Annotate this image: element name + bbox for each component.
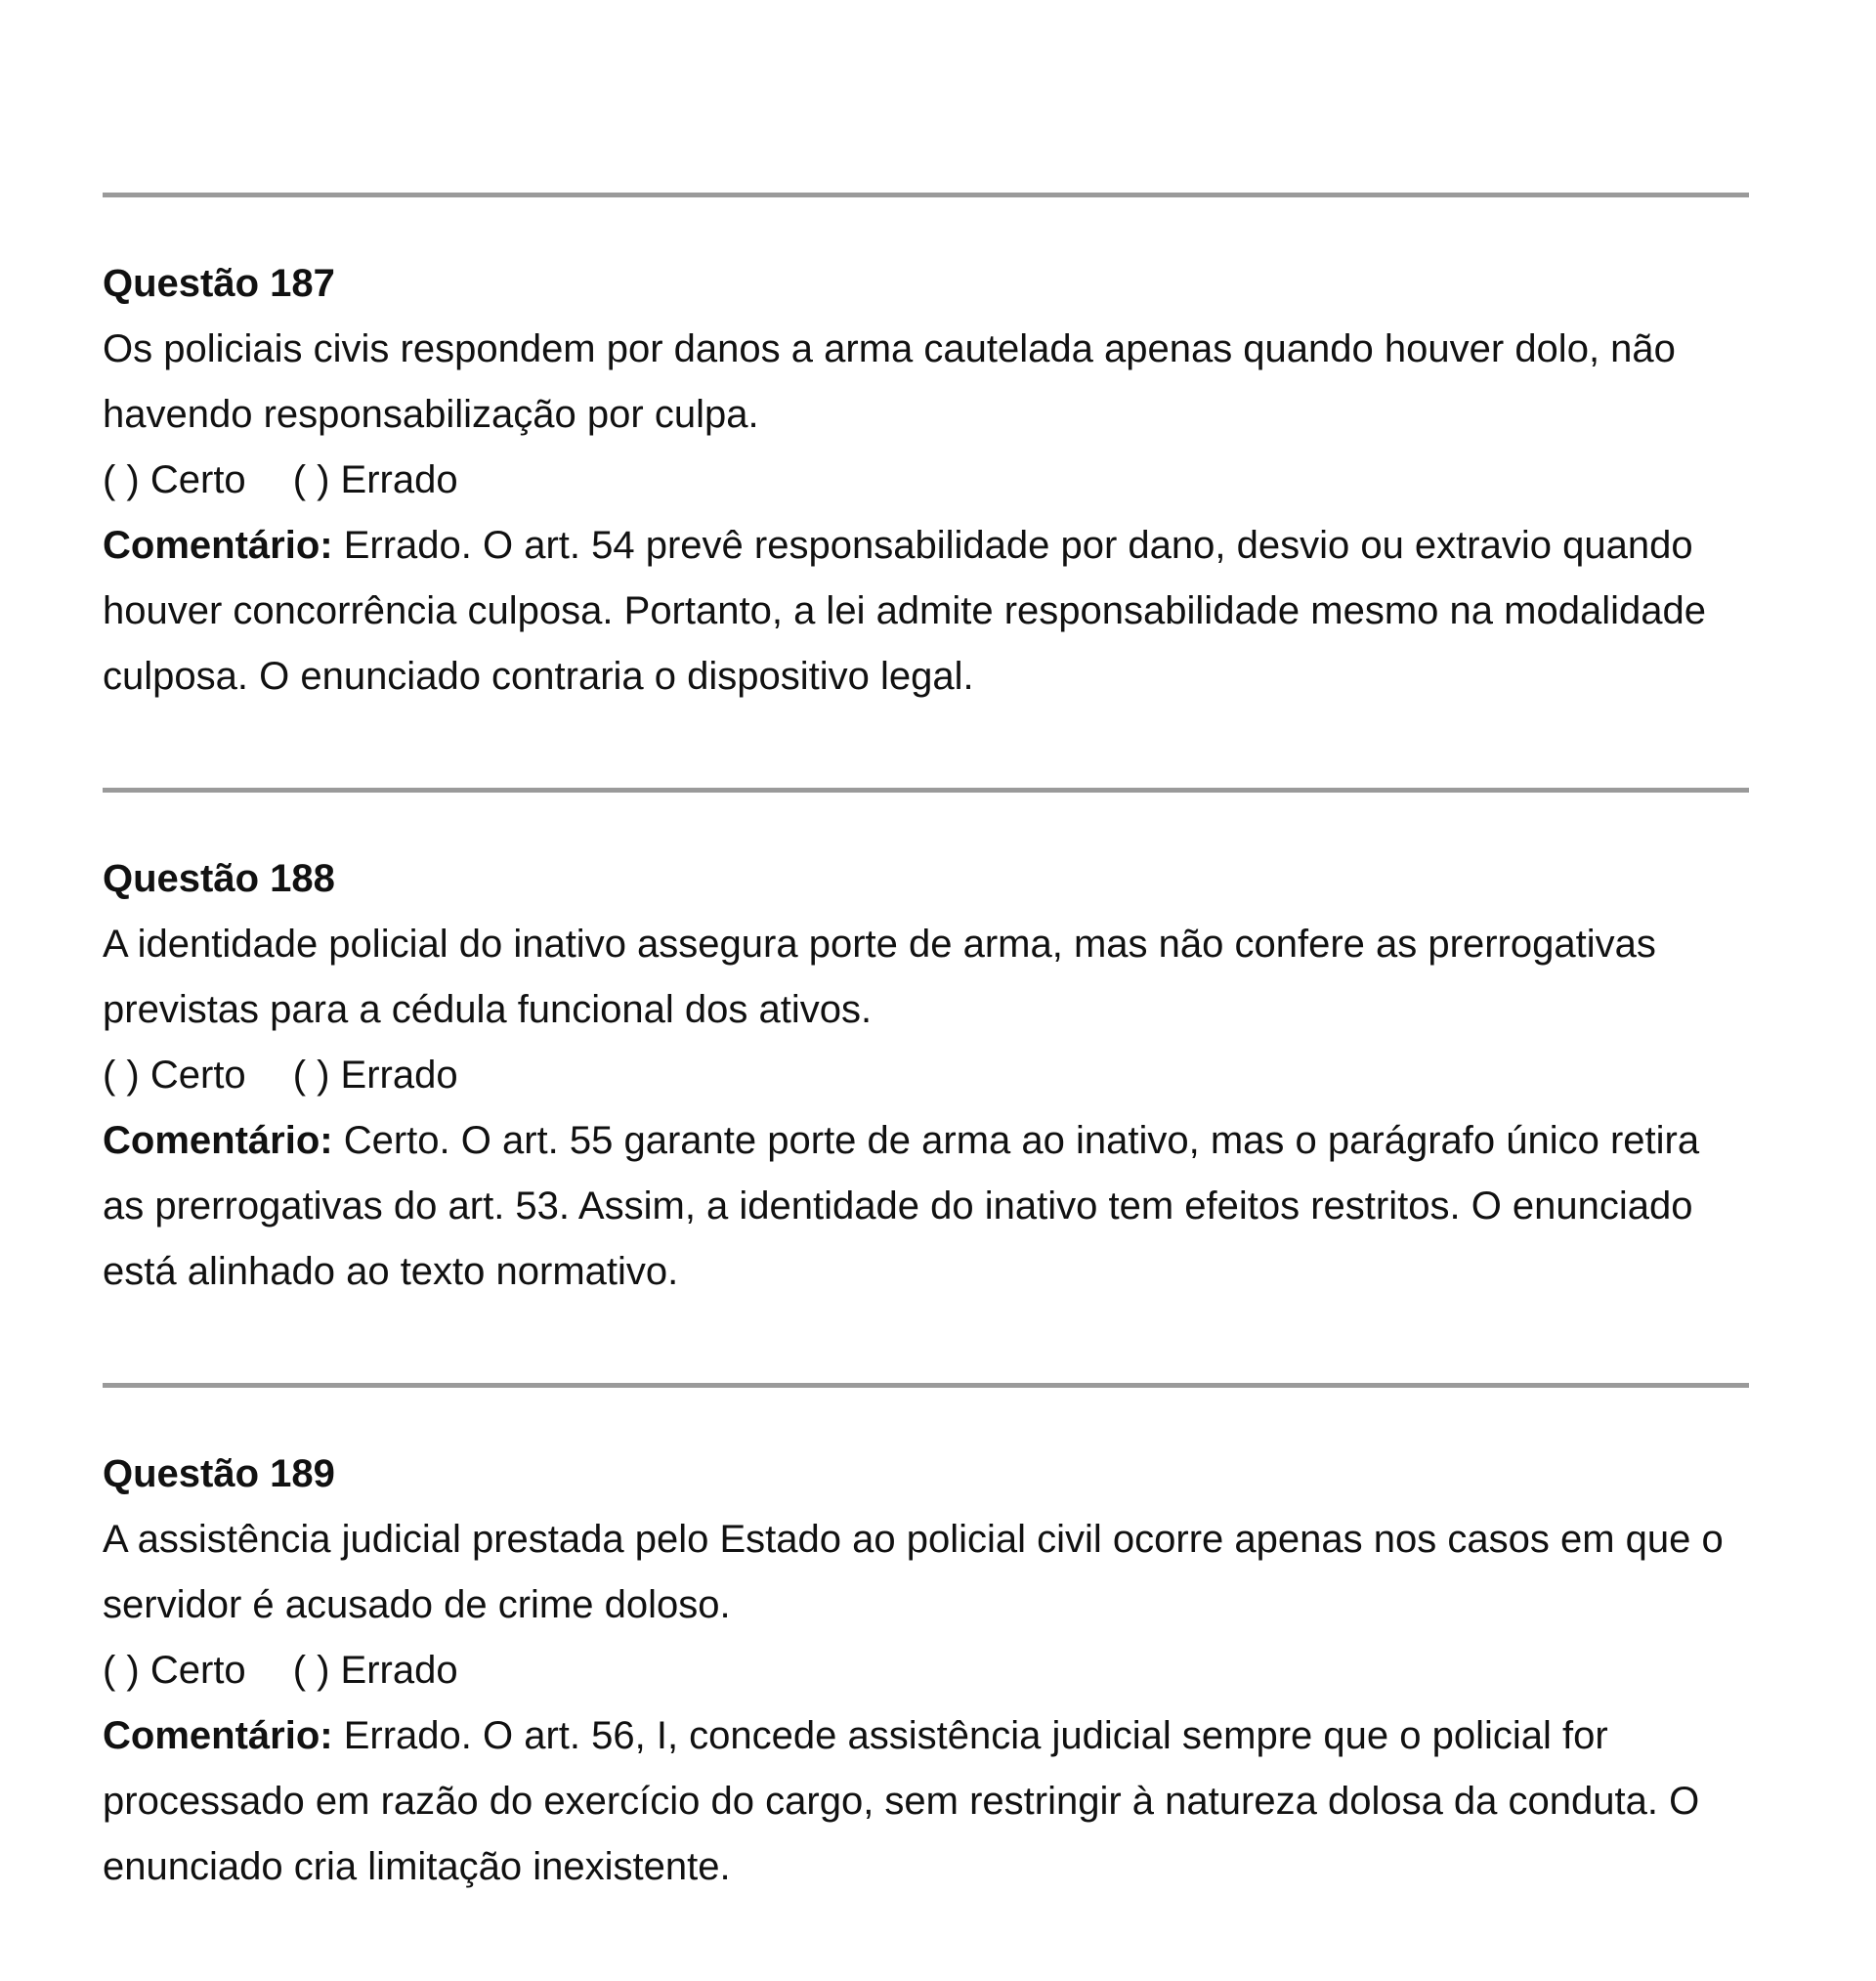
question-187 bbox=[103, 197, 1749, 788]
question-title: Questão 187 bbox=[103, 262, 335, 305]
option-certo[interactable]: ( ) Certo bbox=[103, 1054, 246, 1097]
question-statement: A assistência judicial prestada pelo Estado ao policial civil ocorre apenas nos casos em que o servidor é acusado de crime doloso. bbox=[103, 1518, 1724, 1626]
comment-label: Comentário: bbox=[103, 524, 333, 567]
question-title: Questão 189 bbox=[103, 1452, 335, 1495]
question-comment bbox=[103, 1108, 1749, 1305]
option-certo[interactable]: ( ) Certo bbox=[103, 458, 246, 501]
comment-label: Comentário: bbox=[103, 1714, 333, 1757]
option-certo[interactable]: ( ) Certo bbox=[103, 1649, 246, 1692]
answer-options bbox=[103, 1043, 1749, 1108]
question-title: Questão 188 bbox=[103, 857, 335, 900]
question-188 bbox=[103, 793, 1749, 1383]
document-page bbox=[103, 0, 1749, 1978]
option-errado[interactable]: ( ) Errado bbox=[292, 1649, 458, 1692]
comment-text: Certo. O art. 55 garante porte de arma ao inativo, mas o parágrafo único retira as prerrogativas do art. 53. Assim, a identidade do inativo tem efeitos restritos. O enunciado está alinhado ao texto normativo. bbox=[103, 1119, 1700, 1293]
answer-options bbox=[103, 448, 1749, 513]
comment-text: Errado. O art. 56, I, concede assistência judicial sempre que o policial for processado em razão do exercício do cargo, sem restringir à natureza dolosa da conduta. O enunciado cria limitação inexistente. bbox=[103, 1714, 1700, 1888]
comment-text: Errado. O art. 54 prevê responsabilidade por dano, desvio ou extravio quando houver concorrência culposa. Portanto, a lei admite responsabilidade mesmo na modalidade culposa. O enunciado contraria o dispositivo legal. bbox=[103, 524, 1706, 698]
question-statement: Os policiais civis respondem por danos a arma cautelada apenas quando houver dolo, não havendo responsabilização por culpa. bbox=[103, 327, 1676, 436]
question-189 bbox=[103, 1388, 1749, 1978]
question-comment bbox=[103, 1703, 1749, 1900]
question-comment bbox=[103, 513, 1749, 710]
comment-label: Comentário: bbox=[103, 1119, 333, 1162]
option-errado[interactable]: ( ) Errado bbox=[292, 458, 458, 501]
answer-options bbox=[103, 1638, 1749, 1703]
option-errado[interactable]: ( ) Errado bbox=[292, 1054, 458, 1097]
question-statement: A identidade policial do inativo assegura porte de arma, mas não confere as prerrogativas previstas para a cédula funcional dos ativos. bbox=[103, 923, 1656, 1031]
